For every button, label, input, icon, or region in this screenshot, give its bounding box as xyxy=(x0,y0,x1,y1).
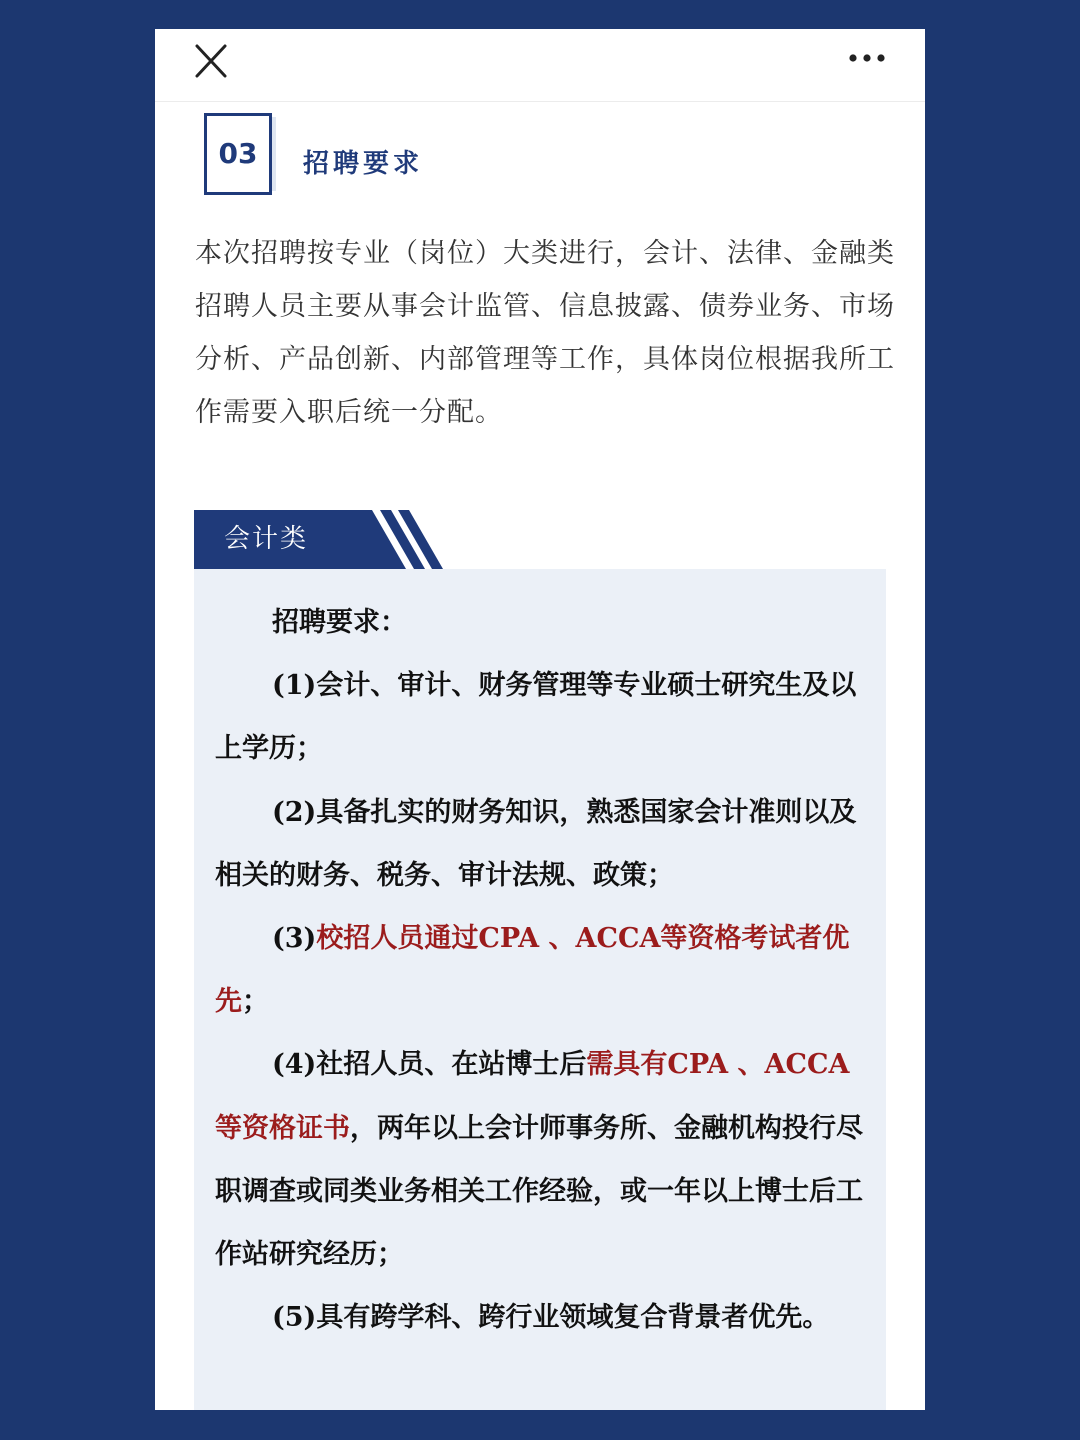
close-icon xyxy=(191,41,231,81)
section-number: 03 xyxy=(218,137,258,170)
requirements-list xyxy=(215,591,870,1349)
category-label: 会计类 xyxy=(224,524,309,554)
section-title: 招聘要求 xyxy=(303,149,424,179)
requirement-item-2: (2)具备扎实的财务知识，熟悉国家会计准则以及相关的财务、税务、审计法规、政策； xyxy=(215,796,857,891)
requirement-3-highlight: 校招人员通过CPA 、ACCA等资格考试者优先 xyxy=(215,923,850,1018)
more-horizontal-icon xyxy=(847,43,891,73)
requirement-item-3 xyxy=(215,907,870,1033)
more-button[interactable] xyxy=(847,43,891,73)
category-header xyxy=(194,510,446,569)
requirement-4-prefix: (4)社招人员、在站博士后 xyxy=(272,1049,587,1081)
section-number-badge xyxy=(204,113,272,195)
close-button[interactable] xyxy=(191,41,231,81)
top-bar xyxy=(155,29,925,102)
requirement-item-5: (5)具有跨学科、跨行业领域复合背景者优先。 xyxy=(272,1302,830,1334)
post-card xyxy=(155,29,925,1410)
requirement-item-4 xyxy=(215,1033,870,1286)
requirements-panel xyxy=(194,569,886,1410)
requirement-4-suffix: ，两年以上会计师事务所、金融机构投行尽职调查或同类业务相关工作经验，或一年以上博士后工作站研究经历； xyxy=(215,1112,863,1271)
intro-paragraph: 本次招聘按专业（岗位）大类进行，会计、法律、金融类招聘人员主要从事会计监管、信息披露、债券业务、市场分析、产品创新、内部管理等工作，具体岗位根据我所工作需要入职后统一分配。 xyxy=(195,238,895,428)
requirements-heading: 招聘要求： xyxy=(272,607,407,638)
requirement-3-suffix: ； xyxy=(242,986,269,1018)
requirement-item-1: (1)会计、审计、财务管理等专业硕士研究生及以上学历； xyxy=(215,670,857,765)
requirement-4-highlight: 需具有CPA 、ACCA等资格证书 xyxy=(215,1049,850,1144)
requirement-3-prefix: (3) xyxy=(272,923,317,955)
